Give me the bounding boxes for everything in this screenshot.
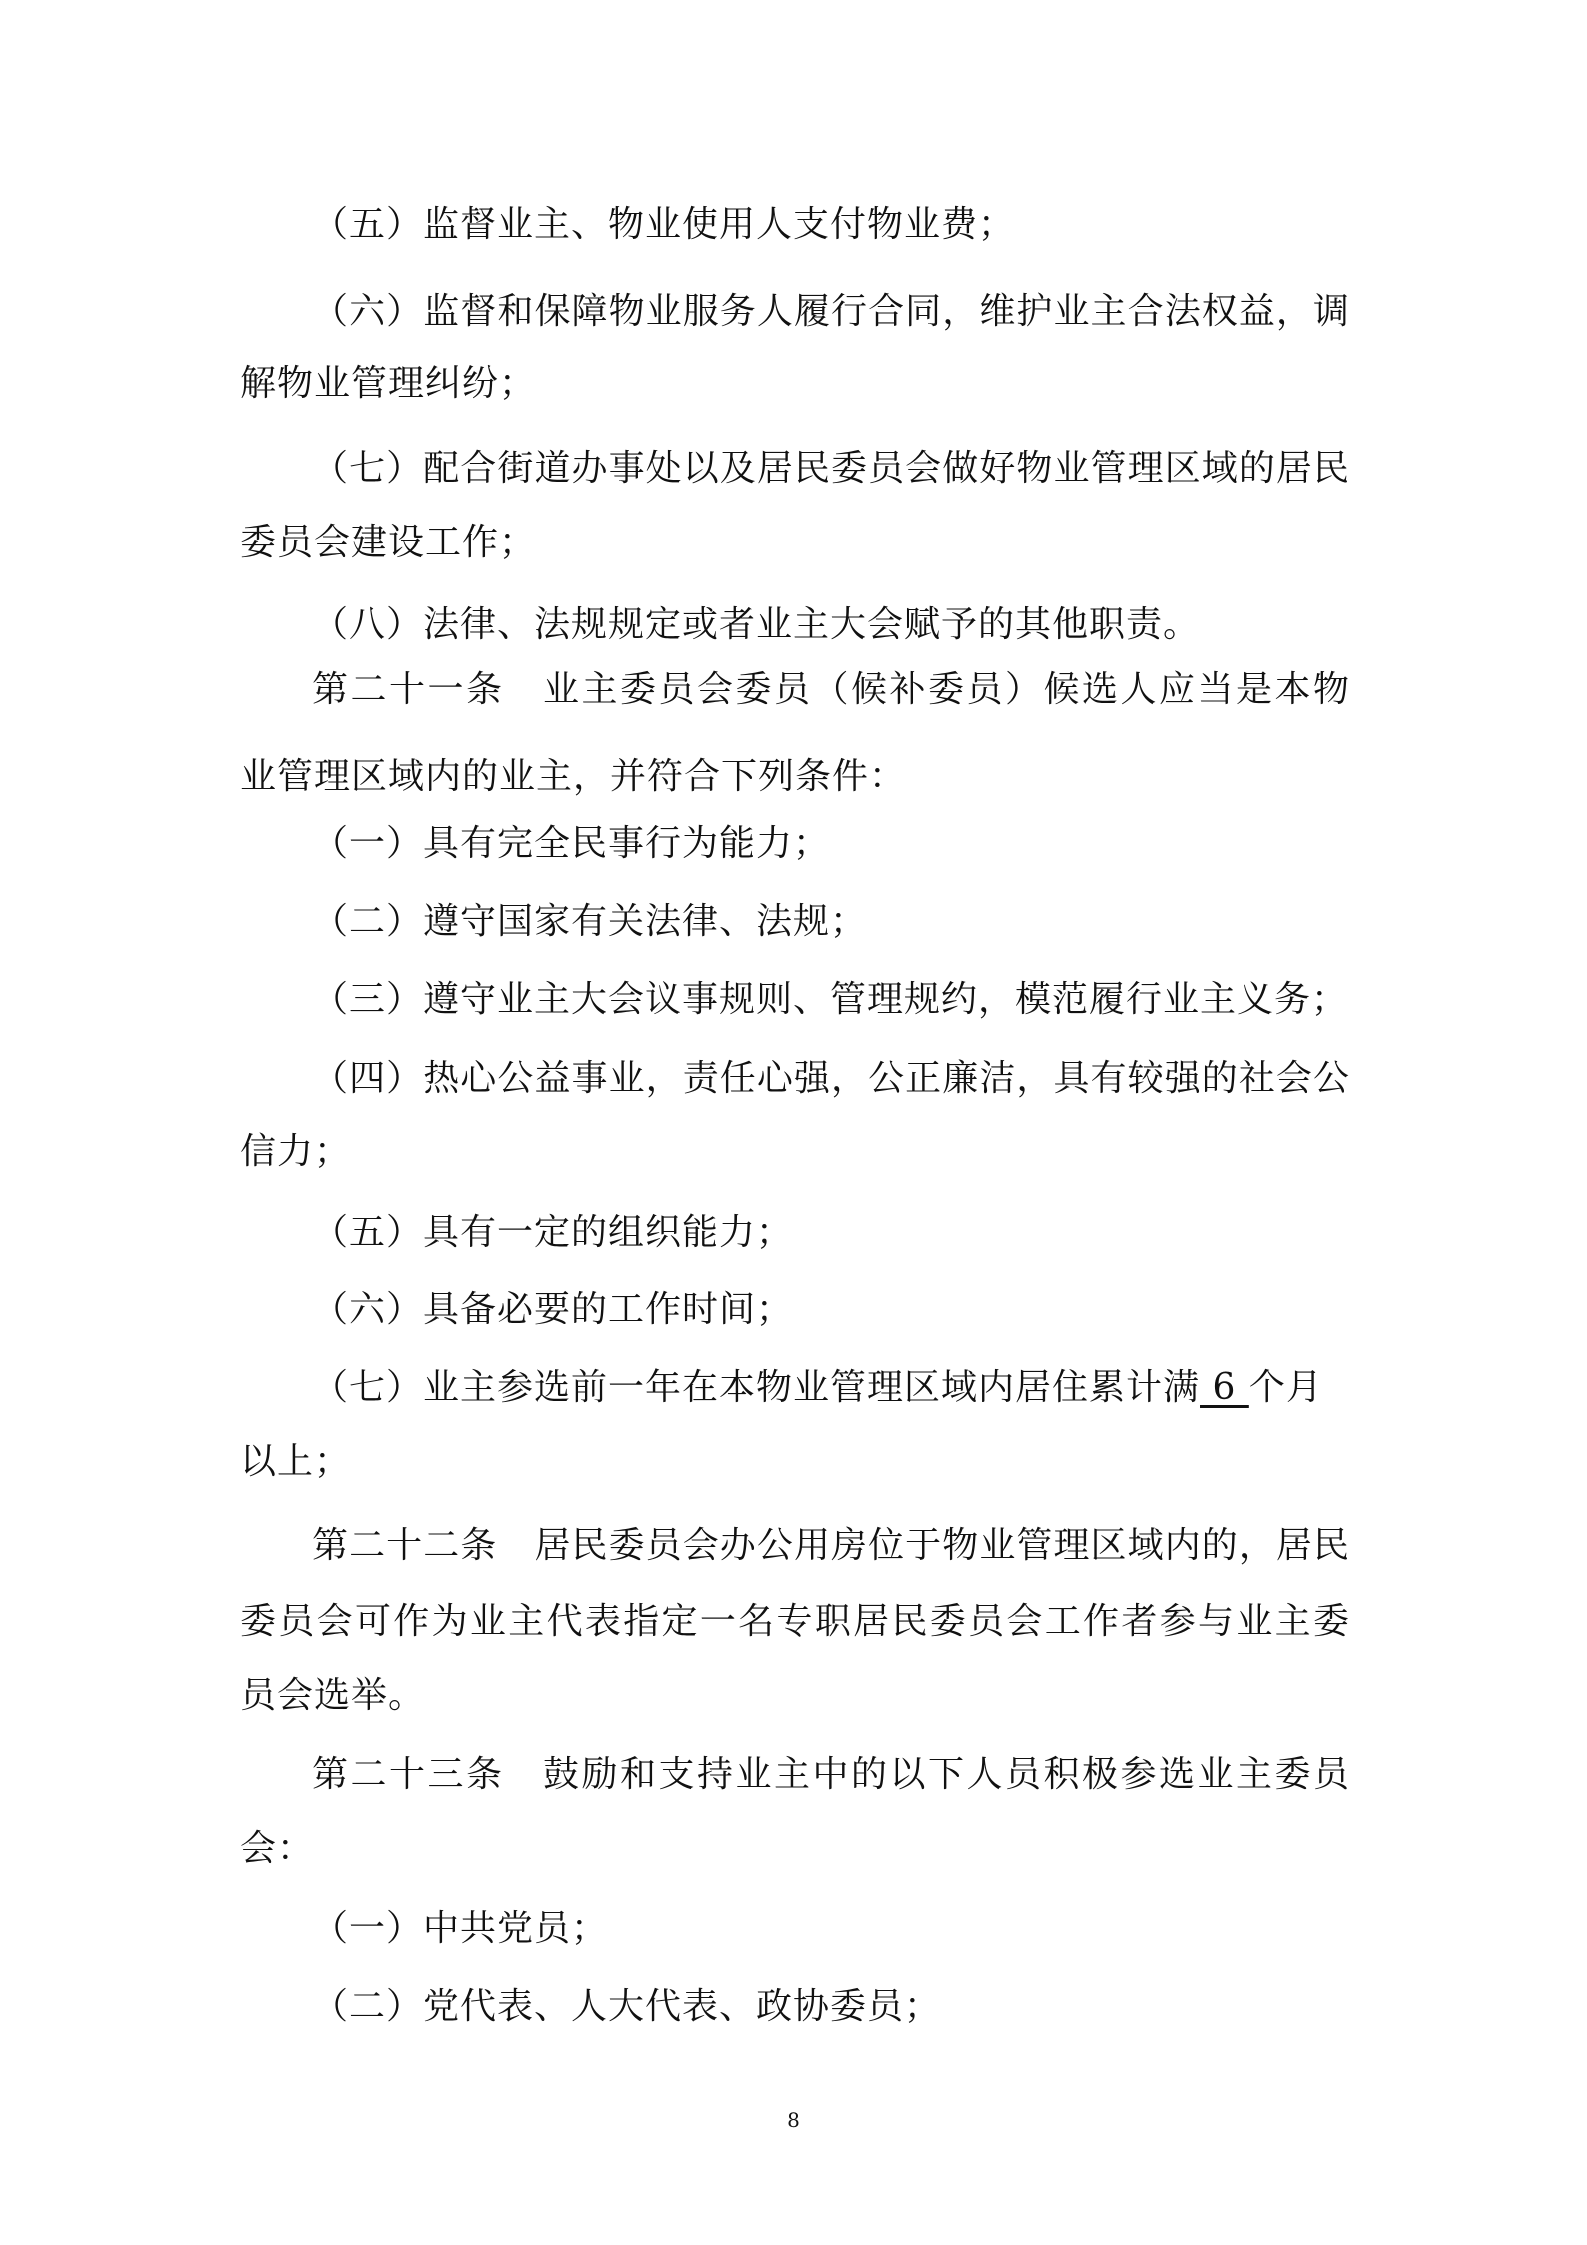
paragraph-line: （五）监督业主、物业使用人支付物业费； xyxy=(312,204,1016,245)
paragraph-line: 以上； xyxy=(240,1441,352,1482)
list-item: （二）遵守国家有关法律、法规； xyxy=(312,901,868,942)
list-item: （四）热心公益事业，责任心强，公正廉洁，具有较强的社会公 xyxy=(312,1058,1350,1099)
list-item: （二）党代表、人大代表、政协委员； xyxy=(312,1986,942,2027)
paragraph-line: 会： xyxy=(240,1828,315,1869)
paragraph-line: 解物业管理纠纷； xyxy=(240,363,537,404)
paragraph-line: 信力； xyxy=(240,1131,352,1172)
paragraph-line: （八）法律、法规规定或者业主大会赋予的其他职责。 xyxy=(312,604,1201,645)
page-number: 8 xyxy=(787,2108,800,2132)
list-item: （一）中共党员； xyxy=(312,1908,609,1949)
paragraph-line: 员会选举。 xyxy=(240,1675,426,1716)
list-item: （五）具有一定的组织能力； xyxy=(312,1212,794,1253)
months-unit: 个月 xyxy=(1248,1367,1323,1408)
paragraph-line: 委员会可作为业主代表指定一名专职居民委员会工作者参与业主委 xyxy=(240,1601,1350,1642)
list-item-text: （七）业主参选前一年在本物业管理区域内居住累计满 xyxy=(312,1367,1201,1408)
article-heading-line: 第二十二条 居民委员会办公用房位于物业管理区域内的，居民 xyxy=(312,1525,1350,1566)
list-item xyxy=(312,1366,1323,1410)
paragraph-line: 业管理区域内的业主，并符合下列条件： xyxy=(240,756,907,797)
paragraph-line: （六）监督和保障物业服务人履行合同，维护业主合法权益，调 xyxy=(312,291,1350,332)
paragraph-line: 委员会建设工作； xyxy=(240,522,537,563)
months-value: 6 xyxy=(1200,1367,1249,1408)
article-heading-line: 第二十一条 业主委员会委员（候补委员）候选人应当是本物 xyxy=(312,669,1350,710)
list-item: （三）遵守业主大会议事规则、管理规约，模范履行业主义务； xyxy=(312,979,1349,1020)
list-item: （一）具有完全民事行为能力； xyxy=(312,823,831,864)
list-item: （六）具备必要的工作时间； xyxy=(312,1289,794,1330)
article-heading-line: 第二十三条 鼓励和支持业主中的以下人员积极参选业主委员 xyxy=(312,1754,1350,1795)
paragraph-line: （七）配合街道办事处以及居民委员会做好物业管理区域的居民 xyxy=(312,448,1350,489)
